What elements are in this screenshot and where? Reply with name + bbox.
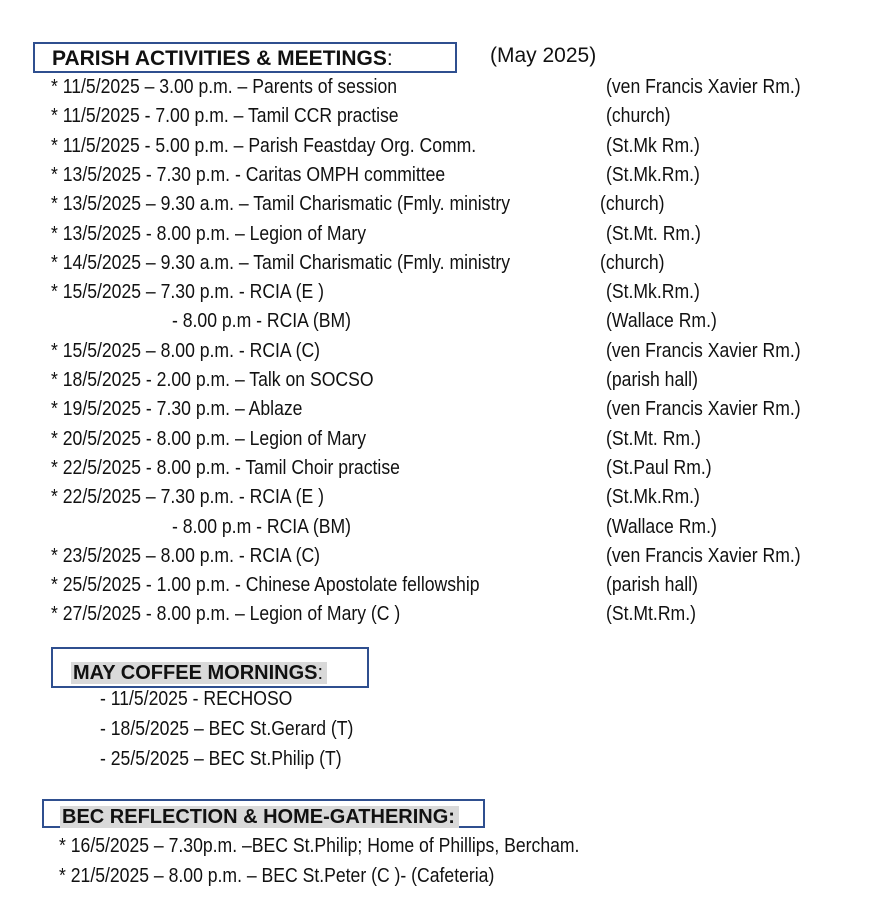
activity-entry: * 18/5/2025 - 2.00 p.m. – Talk on SOCSO (51, 369, 374, 391)
activity-entry: * 13/5/2025 – 9.30 a.m. – Tamil Charismatic (Fmly. ministry (51, 193, 511, 215)
month-label: (May 2025) (490, 44, 597, 67)
activity-entry: * 20/5/2025 - 8.00 p.m. – Legion of Mary (51, 428, 367, 450)
activity-entry: - 8.00 p.m - RCIA (BM) (172, 310, 351, 332)
activity-location: (church) (600, 193, 665, 215)
activity-entry: * 22/5/2025 – 7.30 p.m. - RCIA (E ) (51, 486, 324, 508)
activity-entry: * 15/5/2025 – 8.00 p.m. - RCIA (C) (51, 340, 321, 362)
activity-location: (ven Francis Xavier Rm.) (606, 398, 801, 420)
activity-location: (St.Mk Rm.) (606, 135, 700, 157)
activity-entry: * 27/5/2025 - 8.00 p.m. – Legion of Mary (C ) (51, 603, 401, 625)
activity-location: (St.Mt. Rm.) (606, 223, 701, 245)
bec-reflection-heading (42, 799, 485, 828)
activity-location: (Wallace Rm.) (606, 310, 717, 332)
coffee-morning-entry: - 25/5/2025 – BEC St.Philip (T) (100, 748, 342, 770)
coffee-mornings-colon: : (317, 662, 324, 684)
activity-entry: * 22/5/2025 - 8.00 p.m. - Tamil Choir practise (51, 457, 400, 479)
bec-reflection-title: BEC REFLECTION & HOME-GATHERING: (60, 806, 459, 828)
activity-location: (church) (600, 252, 665, 274)
activity-entry: * 25/5/2025 - 1.00 p.m. - Chinese Apostolate fellowship (51, 574, 480, 596)
activity-location: (St.Mt.Rm.) (606, 603, 696, 625)
activity-location: (parish hall) (606, 369, 698, 391)
activity-location: (parish hall) (606, 574, 698, 596)
activity-entry: * 11/5/2025 - 5.00 p.m. – Parish Feastday Org. Comm. (51, 135, 477, 157)
activity-location: (ven Francis Xavier Rm.) (606, 76, 801, 98)
activity-location: (ven Francis Xavier Rm.) (606, 545, 801, 567)
activity-entry: * 23/5/2025 – 8.00 p.m. - RCIA (C) (51, 545, 321, 567)
activity-location: (St.Paul Rm.) (606, 457, 712, 479)
coffee-morning-entry: - 18/5/2025 – BEC St.Gerard (T) (100, 718, 354, 740)
parish-activities-colon: : (386, 47, 393, 70)
activity-entry: * 19/5/2025 - 7.30 p.m. – Ablaze (51, 398, 303, 420)
activity-entry: - 8.00 p.m - RCIA (BM) (172, 516, 351, 538)
bec-entry: * 16/5/2025 – 7.30p.m. –BEC St.Philip; Home of Phillips, Bercham. (59, 835, 580, 857)
activity-location: (St.Mt. Rm.) (606, 428, 701, 450)
activity-entry: * 14/5/2025 – 9.30 a.m. – Tamil Charismatic (Fmly. ministry (51, 252, 511, 274)
activity-entry: * 11/5/2025 – 3.00 p.m. – Parents of session (51, 76, 398, 98)
activity-entry: * 13/5/2025 - 7.30 p.m. - Caritas OMPH committee (51, 164, 446, 186)
activity-entry: * 13/5/2025 - 8.00 p.m. – Legion of Mary (51, 223, 367, 245)
parish-activities-title: PARISH ACTIVITIES & MEETINGS (52, 47, 387, 70)
activity-location: (Wallace Rm.) (606, 516, 717, 538)
coffee-mornings-heading (51, 647, 369, 688)
parish-activities-heading (33, 42, 457, 73)
activity-location: (St.Mk.Rm.) (606, 164, 700, 186)
bec-entry: * 21/5/2025 – 8.00 p.m. – BEC St.Peter (C )- (Cafeteria) (59, 865, 495, 887)
coffee-mornings-title: MAY COFFEE MORNINGS (73, 662, 318, 684)
activity-entry: * 11/5/2025 - 7.00 p.m. – Tamil CCR practise (51, 105, 399, 127)
activity-location: (St.Mk.Rm.) (606, 281, 700, 303)
activity-location: (church) (606, 105, 671, 127)
activity-location: (St.Mk.Rm.) (606, 486, 700, 508)
coffee-morning-entry: - 11/5/2025 - RECHOSO (100, 688, 293, 710)
activity-location: (ven Francis Xavier Rm.) (606, 340, 801, 362)
activity-entry: * 15/5/2025 – 7.30 p.m. - RCIA (E ) (51, 281, 324, 303)
